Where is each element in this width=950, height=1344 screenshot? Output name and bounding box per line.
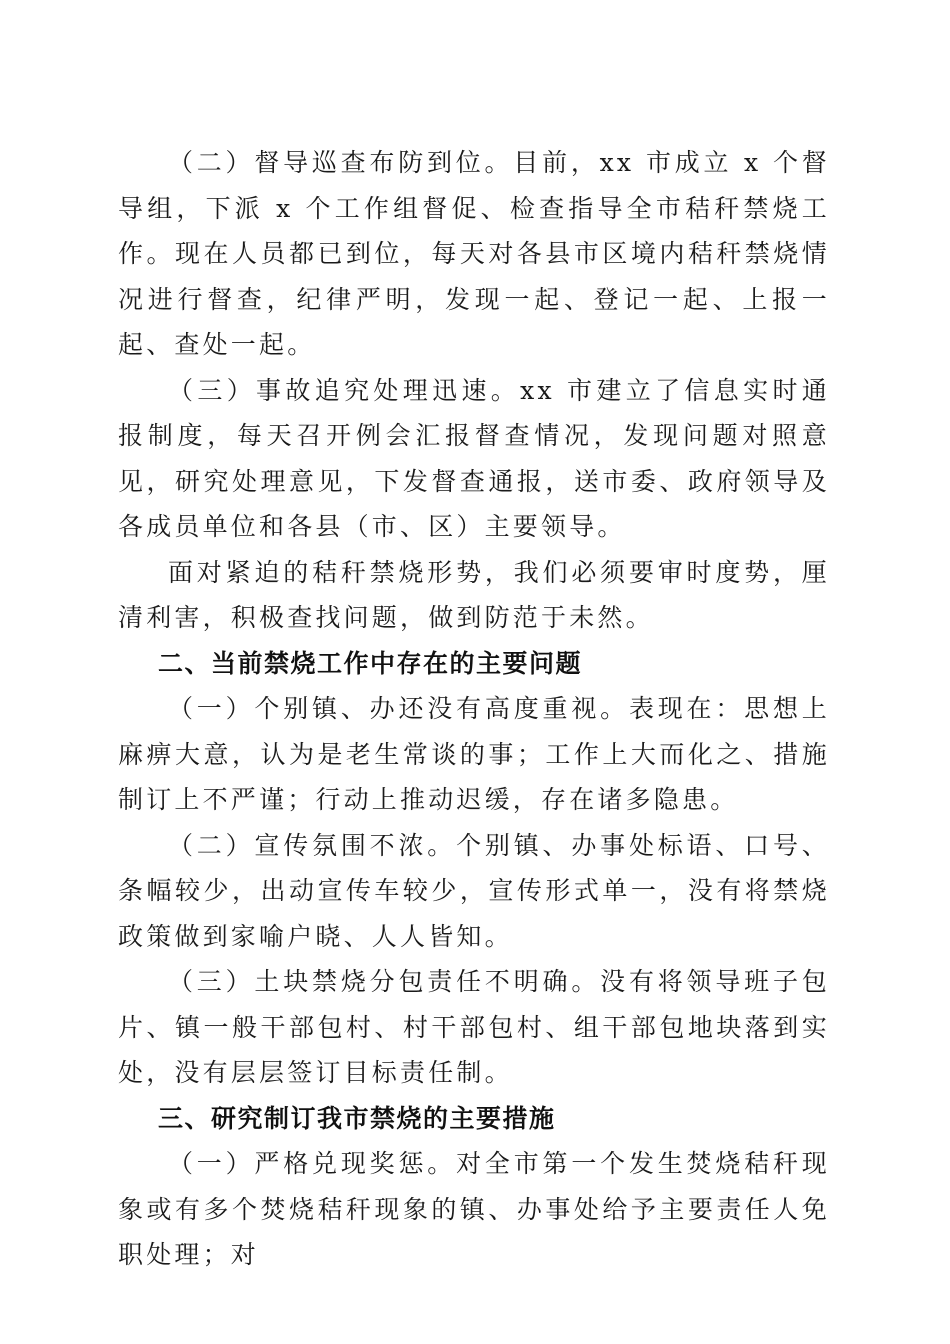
section-heading-measures: 三、研究制订我市禁烧的主要措施	[158, 1103, 556, 1133]
paragraph-accident-handling: （三）事故追究处理迅速。xx 市建立了信息实时通报制度，每天召开例会汇报督查情况，发现问题对照意见，研究处理意见，下发督查通报，送市委、政府领导及各成员单位和各县（市、区）主要领导。	[118, 375, 830, 541]
paragraph-measure-1: （一）严格兑现奖惩。对全市第一个发生焚烧秸秆现象或有多个焚烧秸秆现象的镇、办事处给予主要责任人免职处理；对	[118, 1149, 830, 1269]
paragraph-problem-3: （三）土块禁烧分包责任不明确。没有将领导班子包片、镇一般干部包村、村干部包村、组干部包地块落到实处，没有层层签订目标责任制。	[118, 967, 830, 1087]
paragraph-situation: 面对紧迫的秸秆禁烧形势，我们必须要审时度势，厘清利害，积极查找问题，做到防范于未然。	[118, 557, 830, 632]
document-body	[118, 140, 830, 1278]
paragraph-supervision: （二）督导巡查布防到位。目前，xx 市成立 x 个督导组，下派 x 个工作组督促、检查指导全市秸秆禁烧工作。现在人员都已到位，每天对各县市区境内秸秆禁烧情况进行督查，纪律严明，发现一起、登记一起、上报一起、查处一起。	[118, 148, 830, 359]
paragraph-problem-2: （二）宣传氛围不浓。个别镇、办事处标语、口号、条幅较少，出动宣传车较少，宣传形式单一，没有将禁烧政策做到家喻户晓、人人皆知。	[118, 830, 830, 951]
section-heading-problems: 二、当前禁烧工作中存在的主要问题	[158, 648, 583, 678]
paragraph-problem-1: （一）个别镇、办还没有高度重视。表现在：思想上麻痹大意，认为是老生常谈的事；工作上大而化之、措施制订上不严谨；行动上推动迟缓，存在诸多隐患。	[118, 694, 830, 814]
